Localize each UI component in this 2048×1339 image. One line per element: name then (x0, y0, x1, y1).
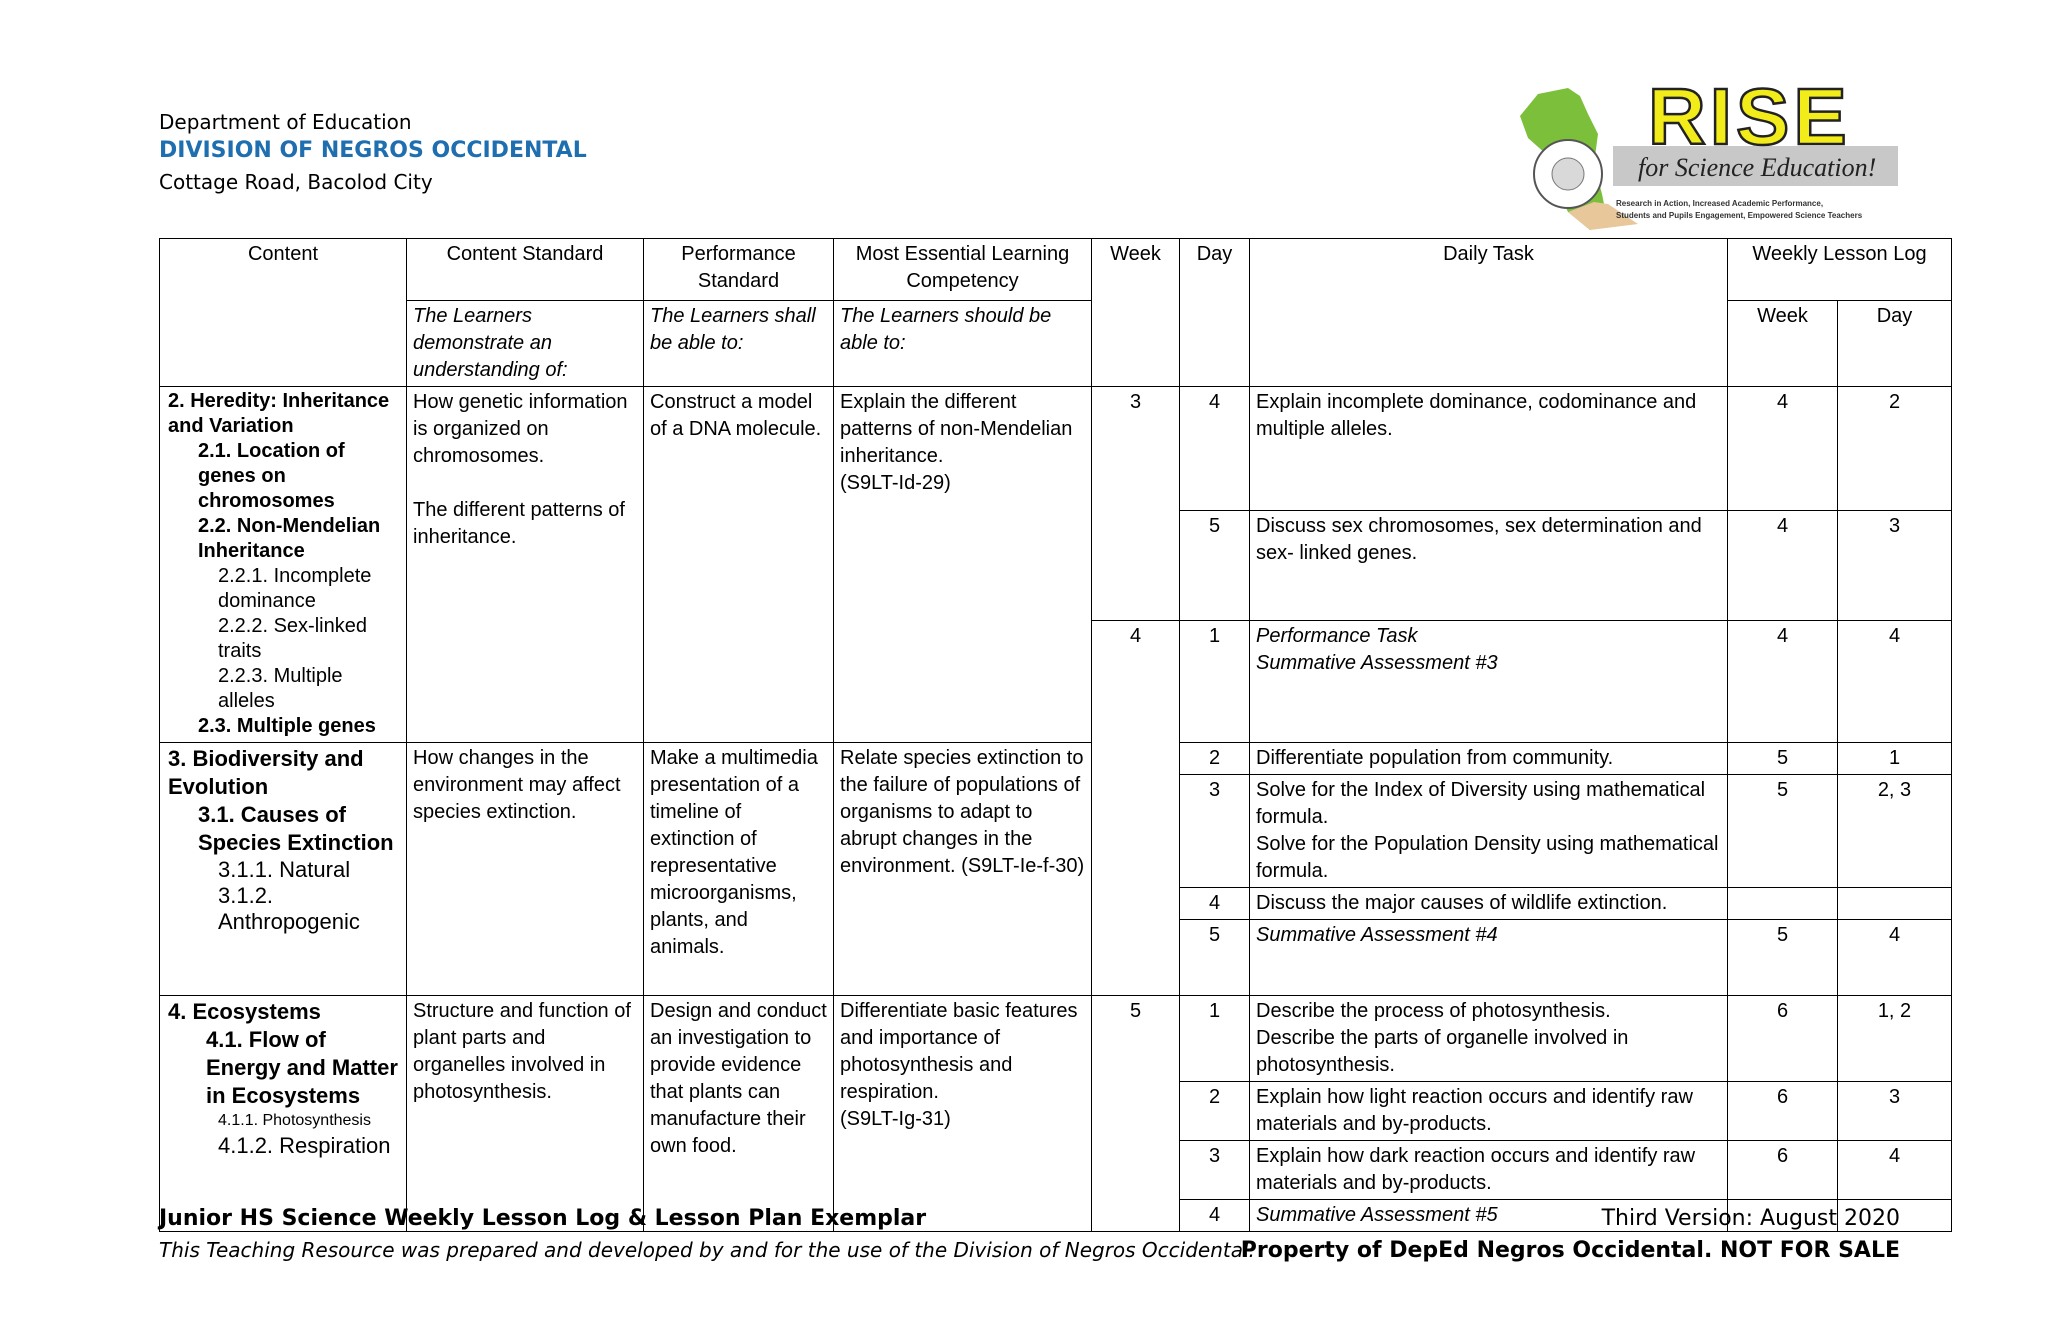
content-item: 2.2.2. Sex-linked traits (218, 615, 367, 662)
log-day-cell: 4 (1838, 621, 1952, 743)
header-log-week: Week (1728, 301, 1838, 387)
division-address: Cottage Road, Bacolod City (159, 170, 433, 194)
day-cell: 5 (1180, 920, 1250, 996)
day-cell: 1 (1180, 621, 1250, 743)
content-item: 4.1. Flow of Energy and Matter in Ecosystems (206, 1027, 398, 1108)
content-cell-ecosystems (160, 996, 407, 1232)
daily-task-cell: Summative Assessment #5 (1250, 1200, 1728, 1232)
log-day-cell: 3 (1838, 1082, 1952, 1141)
week-cell: 4 (1092, 621, 1180, 996)
log-day-cell: 1 (1838, 743, 1952, 775)
day-cell: 1 (1180, 996, 1250, 1082)
melc-code: (S9LT-Id-29) (840, 472, 951, 494)
daily-task-cell (1250, 621, 1728, 743)
subheader-melc: The Learners should be able to: (834, 301, 1092, 387)
daily-task-cell: Explain incomplete dominance, codominance and multiple alleles. (1250, 387, 1728, 511)
daily-task-cell: Discuss the major causes of wildlife extinction. (1250, 888, 1728, 920)
subheader-performance-standard: The Learners shall be able to: (644, 301, 834, 387)
footer-version: Third Version: August 2020 (1601, 1206, 1900, 1231)
melc-code: (S9LT-Ig-31) (840, 1108, 951, 1130)
rise-logo (1498, 84, 1906, 234)
footer-title: Junior HS Science Weekly Lesson Log & Lesson Plan Exemplar (159, 1206, 927, 1231)
log-day-cell: 2, 3 (1838, 775, 1952, 888)
content-item: 4.1.2. Respiration (218, 1133, 391, 1158)
daily-task-cell (1250, 996, 1728, 1082)
header-weekly-lesson-log: Weekly Lesson Log (1728, 239, 1952, 301)
header-daily-task: Daily Task (1250, 239, 1728, 387)
log-day-cell: 1, 2 (1838, 996, 1952, 1082)
performance-task-label: Performance Task (1256, 625, 1418, 647)
log-week-cell: 4 (1728, 387, 1838, 511)
header-performance-standard: Performance Standard (644, 239, 834, 301)
content-standard-cell: Structure and function of plant parts and organelles involved in photosynthesis. (407, 996, 644, 1232)
log-week-cell: 4 (1728, 511, 1838, 621)
daily-task-text: Solve for the Index of Diversity using mathematical formula. (1256, 779, 1706, 828)
subheader-content-standard: The Learners demonstrate an understanding of: (407, 301, 644, 387)
lesson-log-table (159, 238, 1952, 1232)
daily-task-cell (1250, 775, 1728, 888)
content-cell-heredity (160, 387, 407, 743)
log-week-cell: 6 (1728, 996, 1838, 1082)
log-day-cell (1838, 888, 1952, 920)
summative-assessment-label: Summative Assessment #3 (1256, 652, 1498, 674)
daily-task-cell: Summative Assessment #4 (1250, 920, 1728, 996)
content-item: 2.2. Non-Mendelian Inheritance (198, 515, 381, 562)
content-item: 3.1.2. Anthropogenic (218, 883, 360, 934)
header-day: Day (1180, 239, 1250, 387)
log-week-cell: 6 (1728, 1082, 1838, 1141)
department-label: Department of Education (159, 110, 412, 134)
header-week: Week (1092, 239, 1180, 387)
log-week-cell: 4 (1728, 621, 1838, 743)
header-melc: Most Essential Learning Competency (834, 239, 1092, 301)
log-day-cell: 4 (1838, 1141, 1952, 1200)
week-cell: 3 (1092, 387, 1180, 621)
content-standard-text: The different patterns of inheritance. (413, 499, 625, 548)
melc-cell (834, 387, 1092, 743)
daily-task-text: Describe the parts of organelle involved in photosynthesis. (1256, 1027, 1629, 1076)
table-row (160, 996, 1952, 1082)
day-cell: 4 (1180, 1200, 1250, 1232)
table-row (160, 387, 1952, 511)
content-item: 2.2.1. Incomplete dominance (218, 565, 372, 612)
logo-tagline-1: Research in Action, Increased Academic Performance, (1616, 199, 1824, 208)
daily-task-cell: Discuss sex chromosomes, sex determination and sex- linked genes. (1250, 511, 1728, 621)
log-week-cell: 5 (1728, 775, 1838, 888)
performance-standard-cell: Design and conduct an investigation to provide evidence that plants can manufacture their own food. (644, 996, 834, 1232)
header-content: Content (160, 239, 407, 387)
daily-task-cell: Differentiate population from community. (1250, 743, 1728, 775)
performance-standard-cell: Make a multimedia presentation of a timeline of extinction of representative microorganisms, plants, and animals. (644, 743, 834, 996)
day-cell: 3 (1180, 1141, 1250, 1200)
melc-cell: Relate species extinction to the failure of populations of organisms to adapt to abrupt changes in the environment. (S9LT-Ie-f-30) (834, 743, 1092, 996)
log-week-cell: 5 (1728, 743, 1838, 775)
content-standard-cell: How changes in the environment may affect species extinction. (407, 743, 644, 996)
logo-subtitle: for Science Education! (1638, 153, 1877, 182)
content-item: 3.1. Causes of Species Extinction (198, 802, 394, 855)
content-cell-biodiversity (160, 743, 407, 996)
melc-cell (834, 996, 1092, 1232)
content-item: 4. Ecosystems (168, 999, 321, 1024)
daily-task-text: Solve for the Population Density using mathematical formula. (1256, 833, 1719, 882)
content-item: 2.1. Location of genes on chromosomes (198, 440, 345, 512)
performance-standard-cell: Construct a model of a DNA molecule. (644, 387, 834, 743)
day-cell: 4 (1180, 888, 1250, 920)
content-item: 3.1.1. Natural (218, 857, 351, 882)
week-cell: 5 (1092, 996, 1180, 1232)
footer-property: Property of DepEd Negros Occidental. NOT FOR SALE (1240, 1238, 1900, 1263)
day-cell: 2 (1180, 743, 1250, 775)
day-cell: 3 (1180, 775, 1250, 888)
day-cell: 2 (1180, 1082, 1250, 1141)
logo-title: RISE (1648, 84, 1851, 161)
log-week-cell: 5 (1728, 920, 1838, 996)
melc-text: Explain the different patterns of non-Mendelian inheritance. (840, 391, 1073, 467)
division-title: DIVISION OF NEGROS OCCIDENTAL (159, 138, 587, 163)
content-standard-text: How genetic information is organized on chromosomes. (413, 391, 628, 467)
content-standard-cell (407, 387, 644, 743)
footer-note: This Teaching Resource was prepared and developed by and for the use of the Division of Negros Occidental. (159, 1238, 1255, 1262)
log-day-cell: 3 (1838, 511, 1952, 621)
log-day-cell: 4 (1838, 920, 1952, 996)
log-week-cell (1728, 888, 1838, 920)
daily-task-cell: Explain how light reaction occurs and identify raw materials and by-products. (1250, 1082, 1728, 1141)
daily-task-text: Describe the process of photosynthesis. (1256, 1000, 1611, 1022)
daily-task-cell: Explain how dark reaction occurs and identify raw materials and by-products. (1250, 1141, 1728, 1200)
content-item: 2. Heredity: Inheritance and Variation (168, 390, 390, 437)
log-day-cell: 2 (1838, 387, 1952, 511)
logo-tagline-2: Students and Pupils Engagement, Empowered Science Teachers (1616, 211, 1863, 220)
header-content-standard: Content Standard (407, 239, 644, 301)
header-log-day: Day (1838, 301, 1952, 387)
table-row (160, 743, 1952, 775)
day-cell: 4 (1180, 387, 1250, 511)
content-item: 3. Biodiversity and Evolution (168, 746, 364, 799)
log-week-cell: 6 (1728, 1141, 1838, 1200)
melc-text: Differentiate basic features and importance of photosynthesis and respiration. (840, 1000, 1078, 1103)
content-item: 2.2.3. Multiple alleles (218, 665, 343, 712)
day-cell: 5 (1180, 511, 1250, 621)
content-item: 4.1.1. Photosynthesis (218, 1112, 371, 1129)
content-item: 2.3. Multiple genes (198, 715, 376, 737)
